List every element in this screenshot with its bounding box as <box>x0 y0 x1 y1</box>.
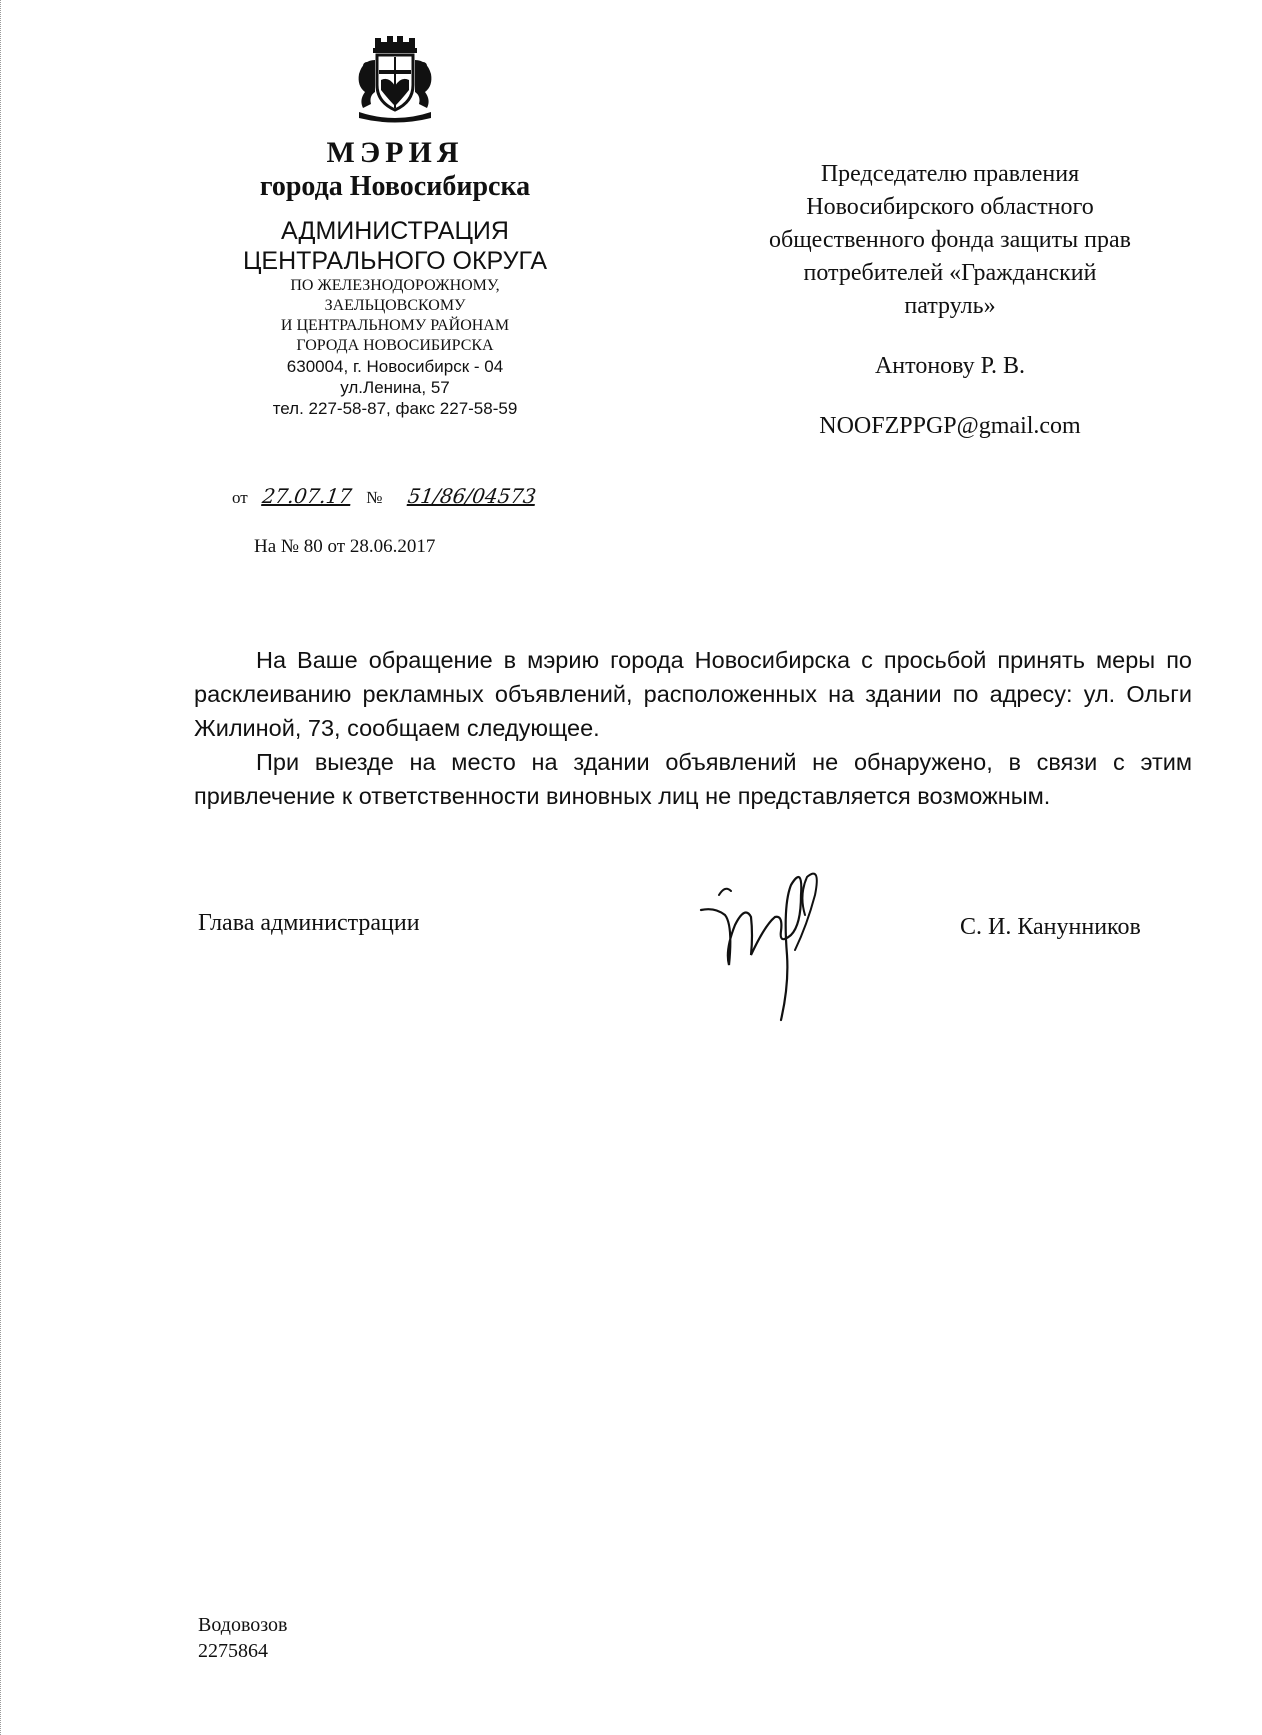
district-line: ПО ЖЕЛЕЗНОДОРОЖНОМУ, <box>290 277 500 294</box>
letter-body <box>194 643 1192 813</box>
mayor-office-title: МЭРИЯ <box>326 136 464 169</box>
district-title: ЦЕНТРАЛЬНОГО ОКРУГА <box>242 247 548 275</box>
addressee-line: потребителей «Гражданский <box>803 260 1097 286</box>
district-line: ГОРОДА НОВОСИБИРСКА <box>296 337 494 354</box>
addressee-name: Антонову Р. В. <box>874 353 1026 379</box>
body-paragraph: На Ваше обращение в мэрию города Новосибирска с просьбой принять меры по расклеиванию рекламных объявлений, расположенных на здании по адресу: ул. Ольги Жилиной, 73, сообщаем следующее. <box>194 647 1192 741</box>
scan-edge <box>0 0 4 1735</box>
addressee-block <box>725 158 1175 443</box>
date-label: от <box>232 488 248 507</box>
executor-name: Водовозов <box>198 1614 288 1636</box>
signatory-title: Глава администрации <box>198 910 420 936</box>
district-line: ЗАЕЛЬЦОВСКОМУ <box>324 297 466 314</box>
handwritten-number: 51/86/04573 <box>406 484 538 508</box>
city-name: города Новосибирска <box>259 171 531 202</box>
executor-block <box>198 1612 287 1664</box>
number-label: № <box>366 488 383 507</box>
executor-phone: 2275864 <box>198 1640 268 1662</box>
reply-reference: На № 80 от 28.06.2017 <box>254 536 436 557</box>
postal-address: 630004, г. Новосибирск - 04 <box>286 357 504 376</box>
addressee-line: общественного фонда защиты прав <box>768 227 1131 253</box>
sender-header <box>200 136 590 419</box>
addressee-line: патруль» <box>904 293 996 319</box>
handwritten-date: 27.07.17 <box>260 484 354 508</box>
addressee-email: NOOFZPPGP@gmail.com <box>819 413 1081 439</box>
addressee-line: Новосибирского областного <box>806 194 1094 220</box>
administration-title: АДМИНИСТРАЦИЯ <box>281 217 509 245</box>
outgoing-reference <box>232 484 557 508</box>
handwritten-signature-icon <box>695 855 865 1025</box>
coat-of-arms-icon <box>345 30 445 125</box>
street-address: ул.Ленина, 57 <box>340 378 450 397</box>
signatory-name: С. И. Канунников <box>960 914 1141 940</box>
phone-fax: тел. 227-58-87, факс 227-58-59 <box>272 399 518 418</box>
body-paragraph: При выезде на место на здании объявлений не обнаружено, в связи с этим привлечение к ответственности виновных лиц не представляется возможным. <box>194 749 1192 809</box>
addressee-line: Председателю правления <box>820 161 1080 187</box>
district-line: И ЦЕНТРАЛЬНОМУ РАЙОНАМ <box>280 317 510 334</box>
